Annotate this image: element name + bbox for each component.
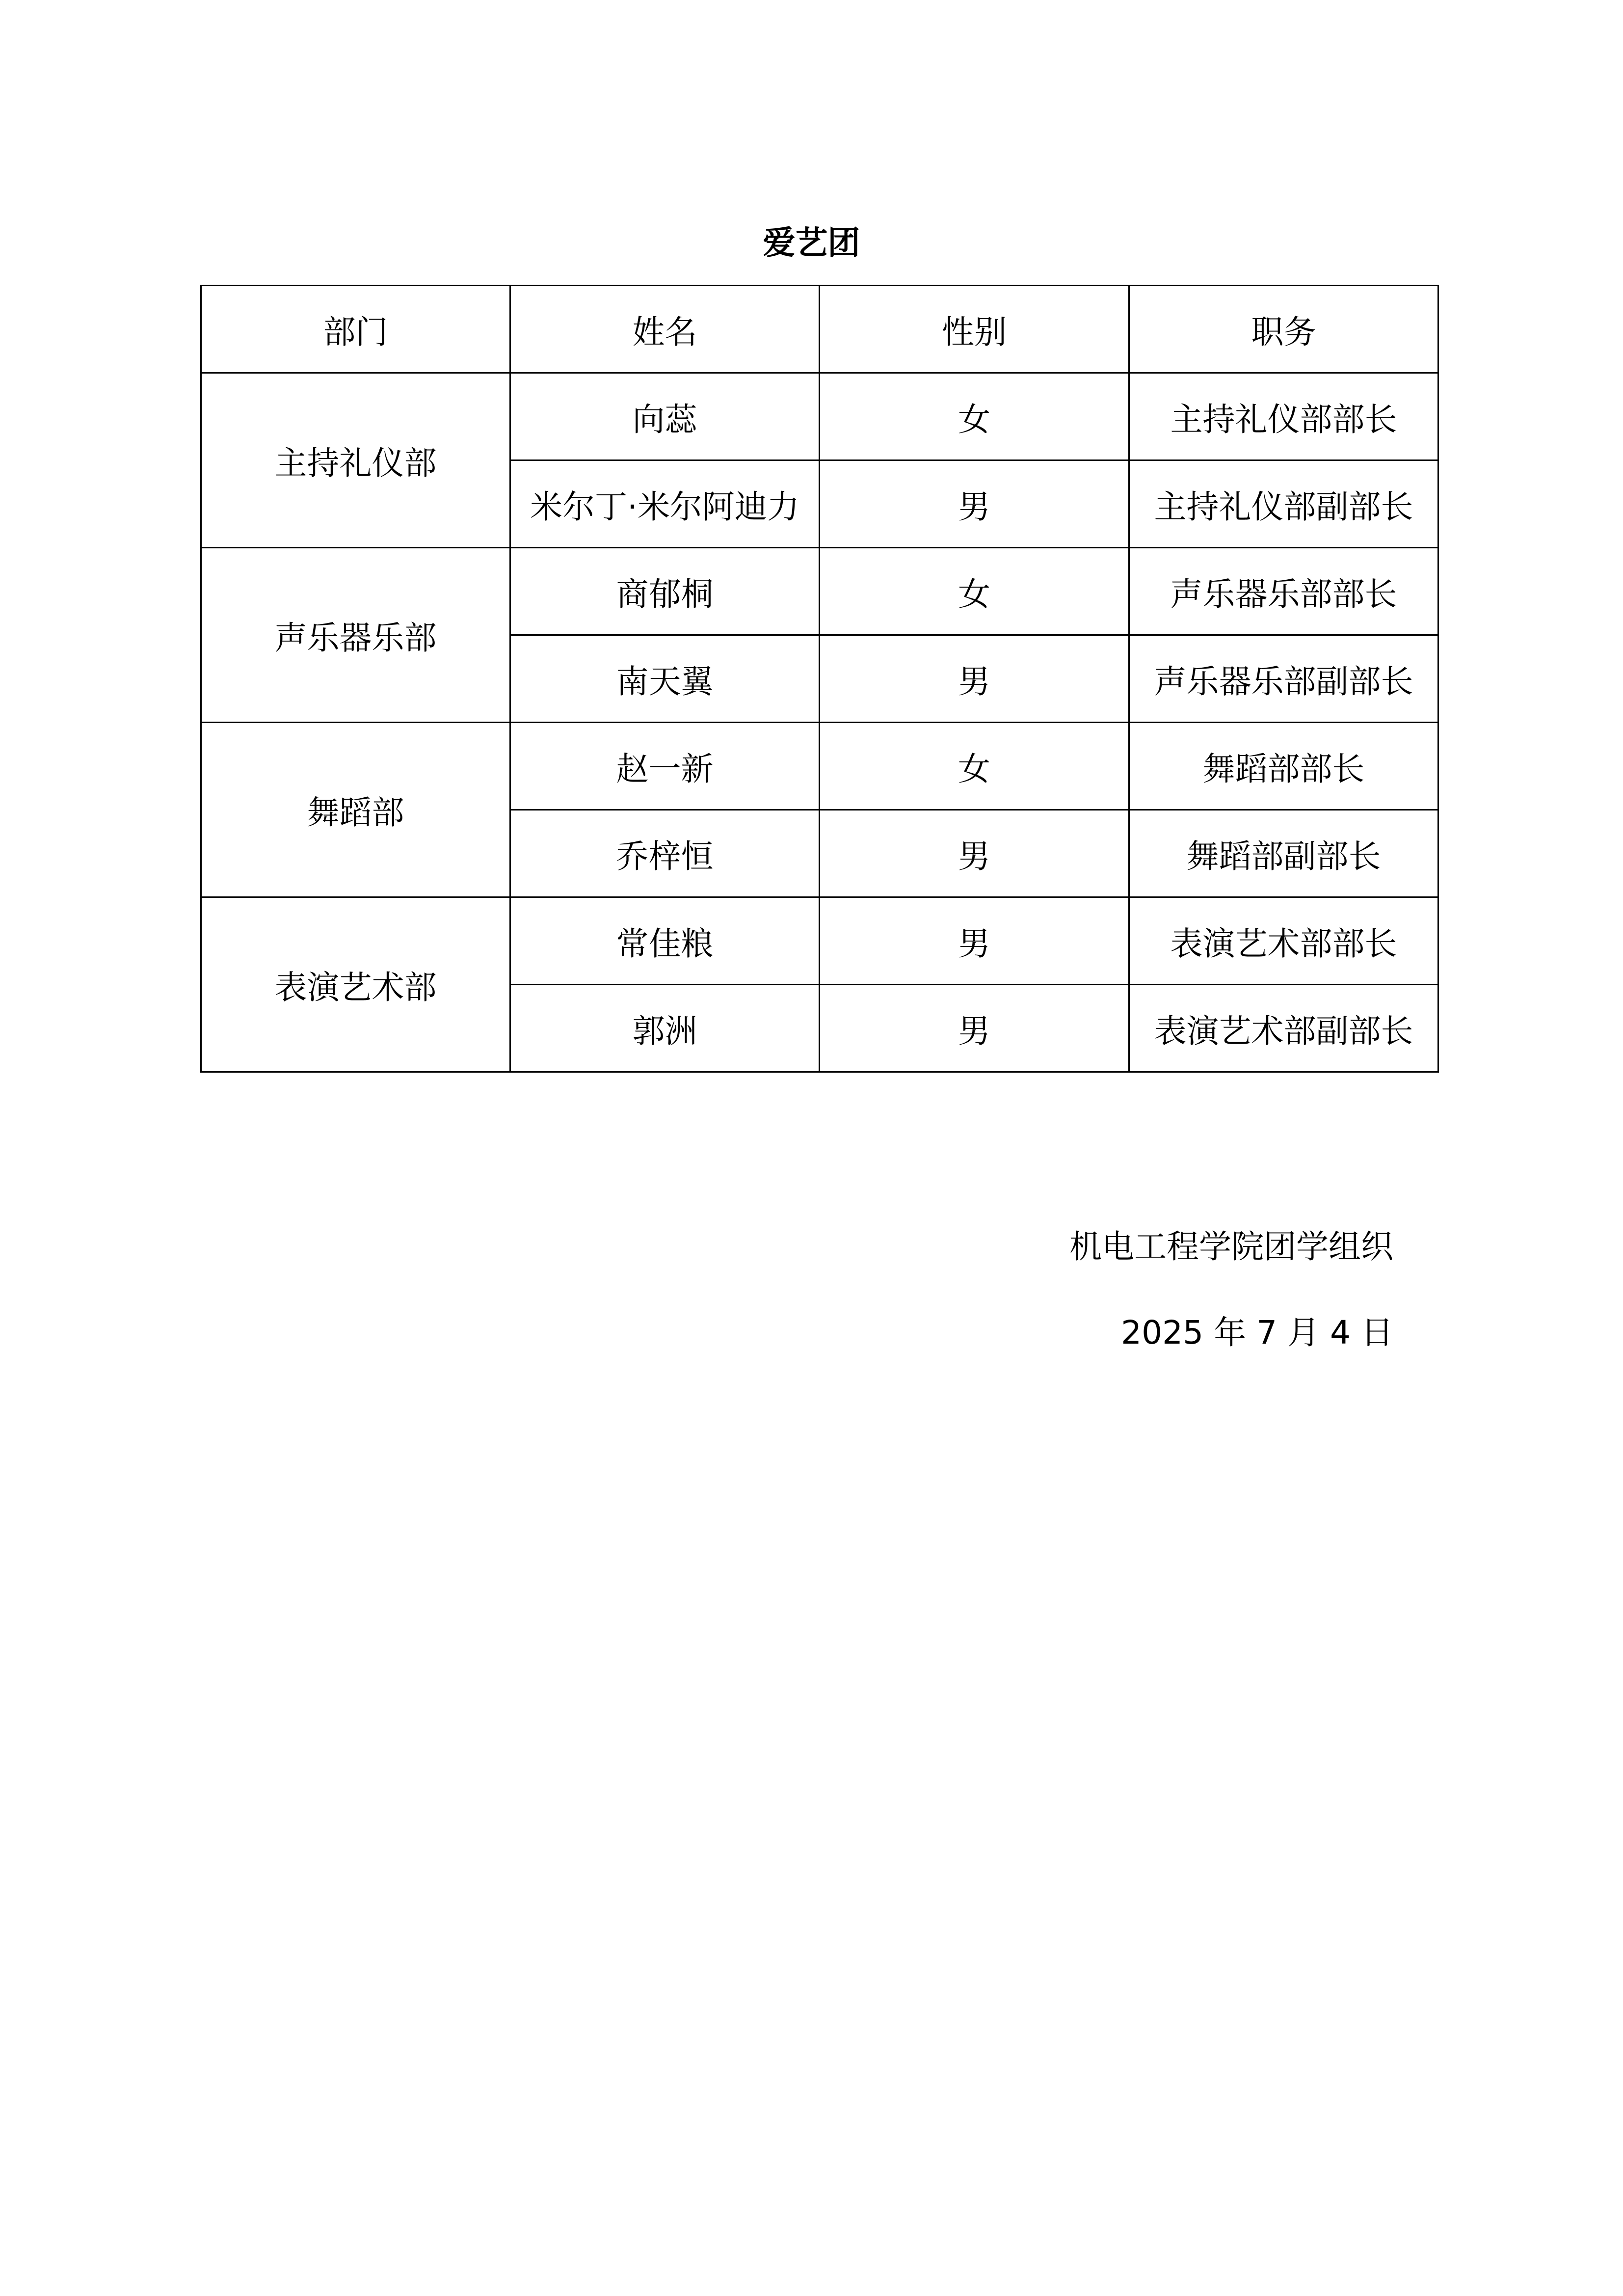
name-cell: 乔梓恒 (510, 810, 820, 897)
department-cell: 舞蹈部 (201, 723, 510, 897)
department-cell: 声乐器乐部 (201, 548, 510, 723)
header-role: 职务 (1129, 286, 1438, 373)
role-cell: 表演艺术部副部长 (1129, 985, 1438, 1072)
name-cell: 赵一新 (510, 723, 820, 810)
header-gender: 性别 (820, 286, 1129, 373)
role-cell: 声乐器乐部副部长 (1129, 635, 1438, 723)
roster-table (200, 285, 1439, 1073)
name-cell: 南天翼 (510, 635, 820, 723)
role-cell: 舞蹈部部长 (1129, 723, 1438, 810)
gender-cell: 男 (820, 460, 1129, 548)
header-name: 姓名 (510, 286, 820, 373)
table-row (201, 897, 1438, 985)
role-cell: 表演艺术部部长 (1129, 897, 1438, 985)
table-header-row (201, 286, 1438, 373)
name-cell: 常佳粮 (510, 897, 820, 985)
role-cell: 舞蹈部副部长 (1129, 810, 1438, 897)
role-cell: 主持礼仪部部长 (1129, 373, 1438, 460)
name-cell: 米尔丁·米尔阿迪力 (510, 460, 820, 548)
department-cell: 主持礼仪部 (201, 373, 510, 548)
gender-cell: 女 (820, 373, 1129, 460)
role-cell: 主持礼仪部副部长 (1129, 460, 1438, 548)
document-title: 爱艺团 (763, 224, 860, 262)
name-cell: 郭洲 (510, 985, 820, 1072)
role-cell: 声乐器乐部部长 (1129, 548, 1438, 635)
gender-cell: 女 (820, 723, 1129, 810)
table-row (201, 373, 1438, 460)
gender-cell: 女 (820, 548, 1129, 635)
footer-date: 2025 年 7 月 4 日 (1121, 1314, 1393, 1351)
gender-cell: 男 (820, 985, 1129, 1072)
table-row (201, 723, 1438, 810)
table-row (201, 548, 1438, 635)
gender-cell: 男 (820, 810, 1129, 897)
header-department: 部门 (201, 286, 510, 373)
gender-cell: 男 (820, 897, 1129, 985)
name-cell: 商郁桐 (510, 548, 820, 635)
footer-organization: 机电工程学院团学组织 (1069, 1228, 1393, 1266)
name-cell: 向蕊 (510, 373, 820, 460)
gender-cell: 男 (820, 635, 1129, 723)
department-cell: 表演艺术部 (201, 897, 510, 1072)
